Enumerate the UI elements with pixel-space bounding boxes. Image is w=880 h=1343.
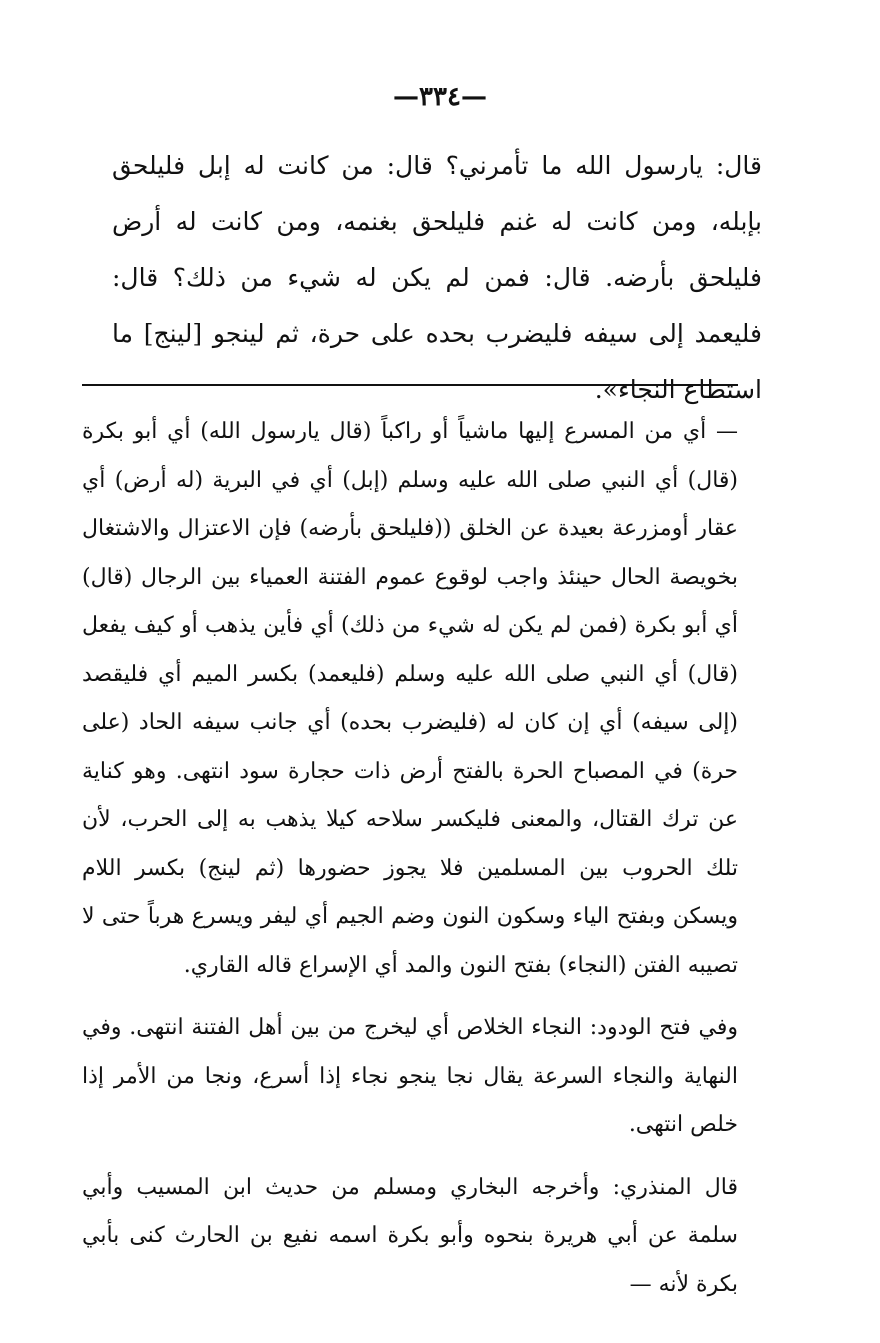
commentary-paragraph: قال المنذري: وأخرجه البخاري ومسلم من حديث ابن المسيب وأبي سلمة عن أبي هريرة بنحوه وأبو بكرة اسمه نفيع بن الحارث كنى بأبي بكرة لأنه — xyxy=(82,1174,738,1297)
section-divider xyxy=(82,384,738,386)
commentary-paragraph: — أي من المسرع إليها ماشياً أو راكباً (قال يارسول الله) أي أبو بكرة (قال) أي النبي صلى الله عليه وسلم (إبل) أي في البرية (له أرض) أي عقار أومزرعة بعيدة عن الخلق ((فليلحق بأرضه) فإن الاعتزال والاشتغال بخويصة الحال حينئذ واجب لوقوع عموم الفتنة العمياء بين الرجال (قال) أي أبو بكرة (فمن لم يكن له شيء من ذلك) أي فأين يذهب أو كيف يفعل (قال) أي النبي صلى الله عليه وسلم (فليعمد) بكسر الميم أي فليقصد (إلى سيفه) أي إن كان له (فليضرب بحده) أي جانب سيفه الحاد (على حرة) في المصباح الحرة بالفتح أرض ذات حجارة سود انتهى. وهو كناية عن ترك القتال، والمعنى فليكسر سلاحه كيلا يذهب به إلى الحرب، لأن تلك الحروب بين المسلمين فلا يجوز حضورها (ثم لينج) بكسر اللام ويسكن وبفتح الياء وسكون النون وضم الجيم أي ليفر ويسرع هرباً حتى لا تصيبه الفتن (النجاء) بفتح النون والمد أي الإسراع قاله القاري. xyxy=(82,419,738,978)
hadith-text xyxy=(112,138,762,418)
commentary-text xyxy=(82,408,738,1309)
commentary-paragraph: وفي فتح الودود: النجاء الخلاص أي ليخرج من بين أهل الفتنة انتهى. وفي النهاية والنجاء السرعة يقال نجا ينجو نجاء إذا أسرع، ونجا من الأمر إذا خلص انتهى. xyxy=(82,1015,738,1137)
hadith-paragraph: قال: يارسول الله ما تأمرني؟ قال: من كانت له إبل فليلحق بإبله، ومن كانت له غنم فليلحق بغنمه، ومن كانت له أرض فليلحق بأرضه. قال: فمن لم يكن له شيء من ذلك؟ قال: فليعمد إلى سيفه فليضرب بحده على حرة، ثم لينجو [لينج] ما استطاع النجاء». xyxy=(112,151,762,404)
page-number: —٣٣٤— xyxy=(393,82,487,112)
